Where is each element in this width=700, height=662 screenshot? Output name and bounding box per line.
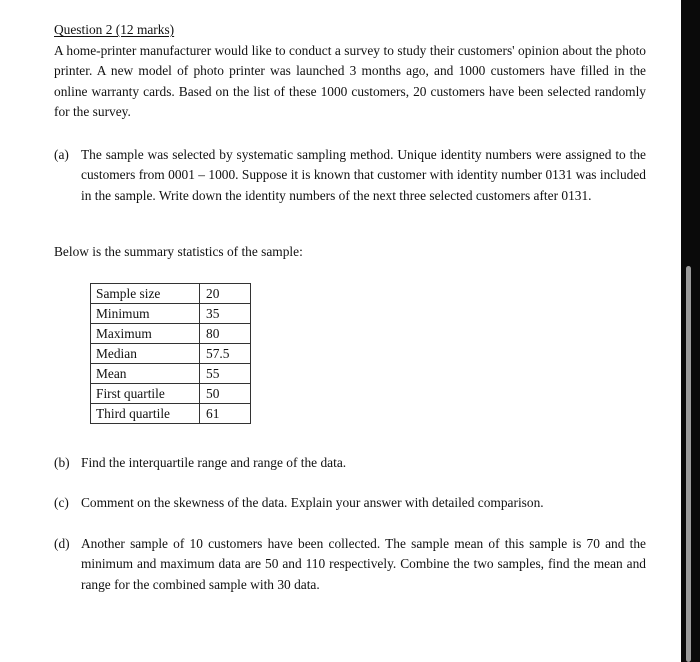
part-b	[54, 453, 646, 473]
stat-value: 20	[200, 284, 251, 304]
stat-name: Maximum	[91, 324, 200, 344]
stat-name: Sample size	[91, 284, 200, 304]
part-a	[54, 145, 646, 206]
part-c-label: (c)	[54, 495, 69, 510]
question-title: Question 2 (12 marks)	[54, 22, 175, 37]
table-row	[91, 384, 251, 404]
summary-label: Below is the summary statistics of the sample:	[54, 244, 303, 259]
table-row	[91, 324, 251, 344]
part-d	[54, 534, 646, 595]
stat-value: 80	[200, 324, 251, 344]
part-d-text: Another sample of 10 customers have been collected. The sample mean of this sample is 70 and the minimum and maximum data are 50 and 110 respectively. Combine the two samples, find the mean and range for the combined sample with 30 data.	[81, 536, 646, 592]
part-b-text: Find the interquartile range and range of the data.	[81, 455, 347, 470]
scrollbar-thumb[interactable]	[686, 266, 691, 662]
part-a-label: (a)	[54, 147, 69, 162]
table-row	[91, 344, 251, 364]
part-d-label: (d)	[54, 536, 70, 551]
stat-value: 35	[200, 304, 251, 324]
stat-value: 61	[200, 404, 251, 424]
part-c	[54, 493, 646, 513]
part-a-text: The sample was selected by systematic sampling method. Unique identity numbers were assigned to the customers from 0001 – 1000. Suppose it is known that customer with identity number 0131 was included in the sample. Write down the identity numbers of the next three selected customers after 0131.	[81, 147, 646, 203]
stat-value: 57.5	[200, 344, 251, 364]
table-row	[91, 364, 251, 384]
summary-statistics-table	[90, 283, 251, 424]
table-row	[91, 284, 251, 304]
table-row	[91, 404, 251, 424]
stat-name: Median	[91, 344, 200, 364]
stat-name: Mean	[91, 364, 200, 384]
stat-value: 55	[200, 364, 251, 384]
part-b-label: (b)	[54, 455, 70, 470]
stat-name: Minimum	[91, 304, 200, 324]
part-c-text: Comment on the skewness of the data. Explain your answer with detailed comparison.	[81, 495, 544, 510]
stat-value: 50	[200, 384, 251, 404]
question-intro: A home-printer manufacturer would like to conduct a survey to study their customers' opinion about the photo printer. A new model of photo printer was launched 3 months ago, and 1000 customers have filled in the online warranty cards. Based on the list of these 1000 customers, 20 customers have been selected randomly for the survey.	[54, 43, 646, 119]
stat-name: First quartile	[91, 384, 200, 404]
table-row	[91, 304, 251, 324]
stat-name: Third quartile	[91, 404, 200, 424]
